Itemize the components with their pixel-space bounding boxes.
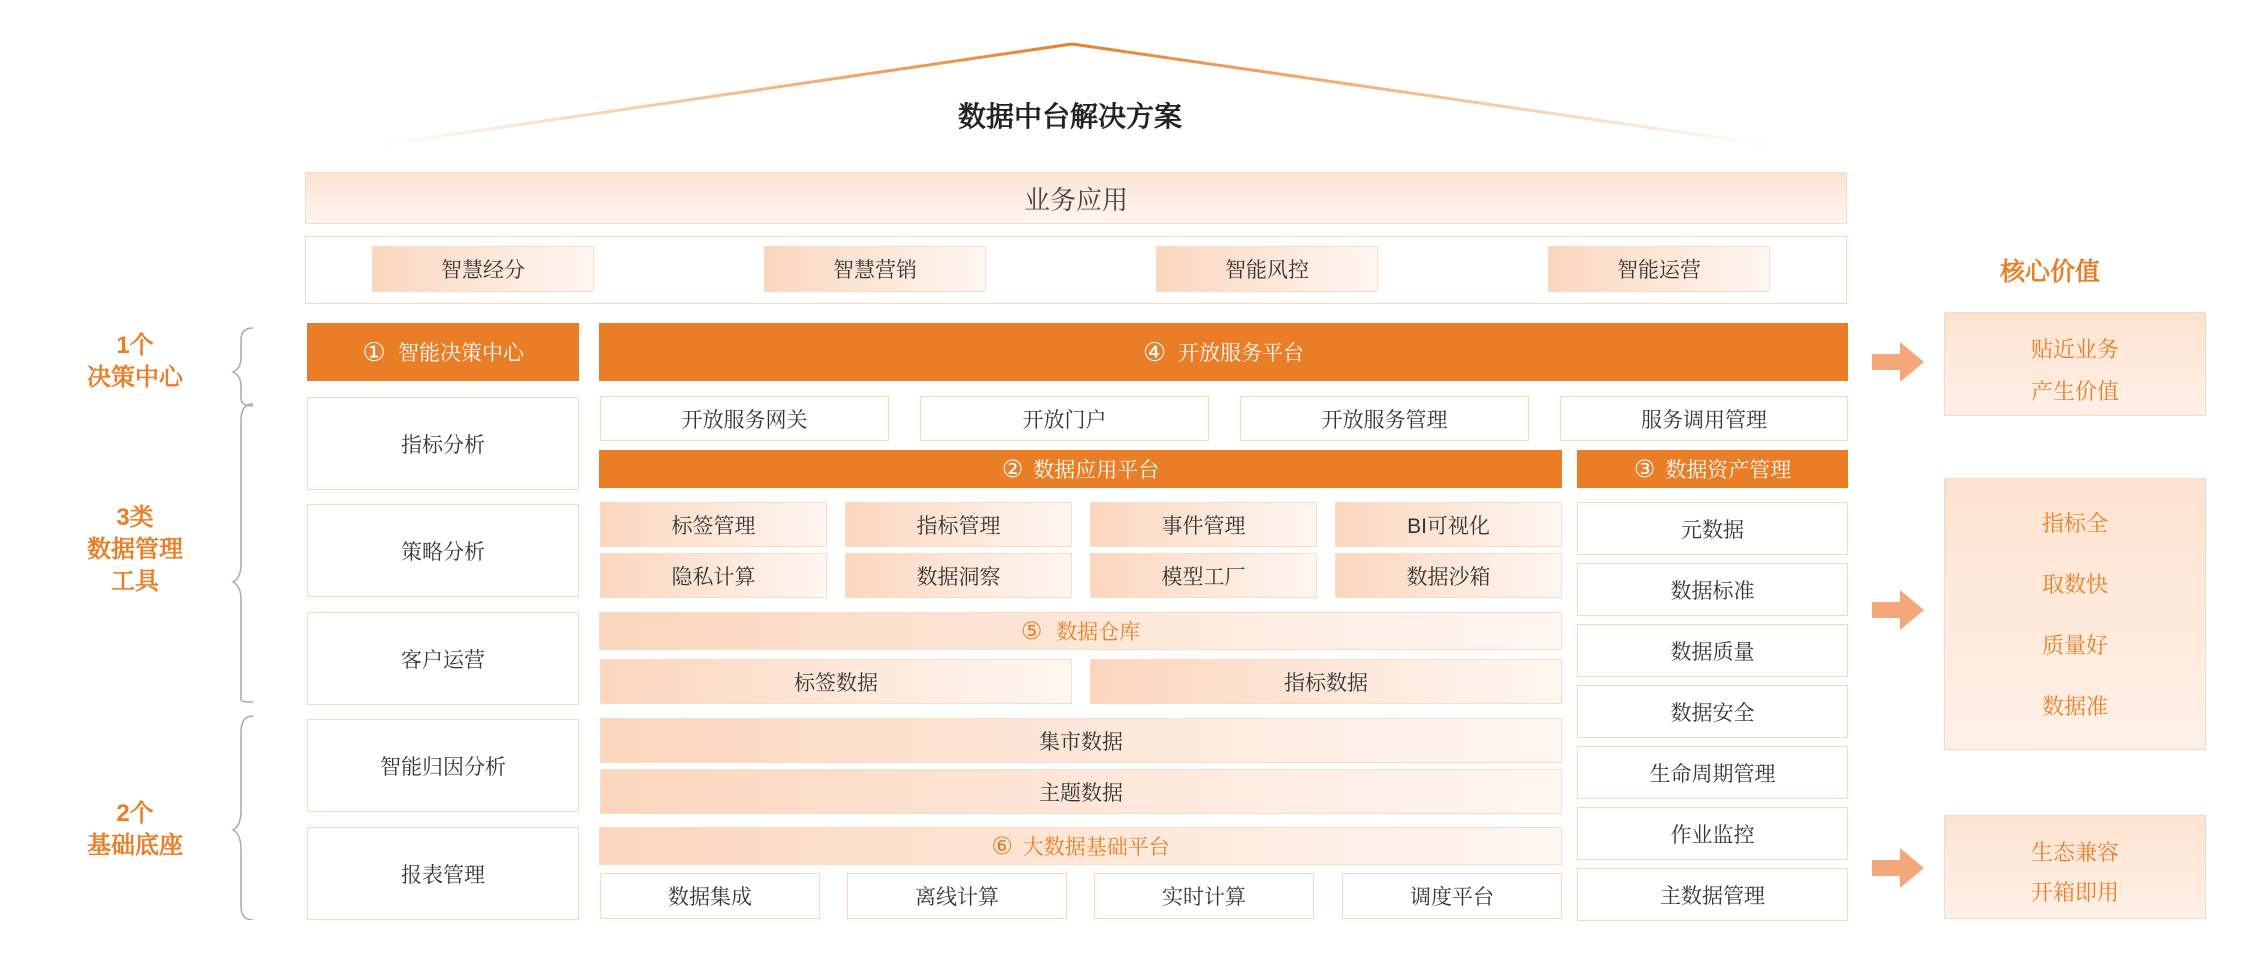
- app-platform-item: 数据洞察: [845, 553, 1072, 598]
- asset-item: 生命周期管理: [1577, 746, 1848, 799]
- arrow-right-icon: [1870, 846, 1926, 890]
- label-decision-center: 1个 决策中心: [87, 332, 183, 391]
- open-platform-item: 开放门户: [920, 396, 1209, 441]
- core-value-box: 生态兼容 开箱即用: [1944, 815, 2206, 919]
- page-title: 数据中台解决方案: [957, 101, 1182, 132]
- number-badge: ③: [1633, 455, 1656, 483]
- label-foundation: 2个 基础底座: [87, 800, 183, 859]
- asset-header: ③ 数据资产管理: [1577, 450, 1848, 488]
- number-badge: ⑤: [1020, 617, 1043, 645]
- number-badge: ①: [362, 336, 386, 367]
- warehouse-market: 集市数据: [600, 718, 1562, 763]
- app-platform-item: 标签管理: [600, 502, 827, 547]
- app-platform-item: 模型工厂: [1090, 553, 1317, 598]
- number-badge: ⑥: [991, 832, 1013, 860]
- core-value-box: 指标全 取数快 质量好 数据准: [1944, 478, 2206, 750]
- business-item: 智能运营: [1548, 246, 1770, 292]
- app-platform-item: 事件管理: [1090, 502, 1317, 547]
- decision-item: 策略分析: [307, 504, 579, 597]
- decision-item: 指标分析: [307, 397, 579, 490]
- business-item: 智慧营销: [764, 246, 986, 292]
- arrow-right-icon: [1870, 340, 1926, 384]
- label-data-tools: 3类 数据管理 工具: [87, 504, 183, 595]
- warehouse-item: 指标数据: [1090, 659, 1562, 704]
- asset-item: 数据质量: [1577, 624, 1848, 677]
- bigdata-header: ⑥ 大数据基础平台: [599, 827, 1562, 865]
- brace-lines: [225, 320, 265, 920]
- business-header-label: 业务应用: [1023, 184, 1128, 215]
- warehouse-item: 标签数据: [600, 659, 1072, 704]
- open-platform-item: 开放服务网关: [600, 396, 889, 441]
- bigdata-item: 离线计算: [847, 873, 1067, 919]
- bigdata-item: 实时计算: [1094, 873, 1314, 919]
- core-value-box: 贴近业务 产生价值: [1944, 312, 2206, 416]
- open-platform-item: 开放服务管理: [1240, 396, 1529, 441]
- decision-item: 客户运营: [307, 612, 579, 705]
- asset-item: 作业监控: [1577, 807, 1848, 860]
- decision-item: 智能归因分析: [307, 719, 579, 812]
- asset-item: 元数据: [1577, 502, 1848, 555]
- decision-item: 报表管理: [307, 827, 579, 920]
- warehouse-header: ⑤ 数据仓库: [599, 612, 1562, 650]
- app-platform-header: ② 数据应用平台: [599, 450, 1562, 488]
- open-platform-item: 服务调用管理: [1560, 396, 1848, 441]
- core-value-title: 核心价值: [1999, 258, 2100, 286]
- number-badge: ②: [1001, 455, 1024, 483]
- business-header: [305, 172, 1847, 224]
- app-platform-item: 数据沙箱: [1335, 553, 1562, 598]
- number-badge: ④: [1142, 336, 1167, 367]
- app-platform-item: 指标管理: [845, 502, 1072, 547]
- asset-item: 数据安全: [1577, 685, 1848, 738]
- business-item: 智能风控: [1156, 246, 1378, 292]
- decision-center-header: ① 智能决策中心: [307, 323, 579, 381]
- open-platform-header: ④ 开放服务平台: [599, 323, 1848, 381]
- app-platform-item: BI可视化: [1335, 502, 1562, 547]
- warehouse-theme: 主题数据: [600, 769, 1562, 814]
- business-item: 智慧经分: [372, 246, 594, 292]
- roof-lines: [0, 0, 2264, 160]
- app-platform-item: 隐私计算: [600, 553, 827, 598]
- asset-item: 数据标准: [1577, 563, 1848, 616]
- asset-item: 主数据管理: [1577, 868, 1848, 921]
- arrow-right-icon: [1870, 588, 1926, 632]
- bigdata-item: 数据集成: [600, 873, 820, 919]
- bigdata-item: 调度平台: [1342, 873, 1562, 919]
